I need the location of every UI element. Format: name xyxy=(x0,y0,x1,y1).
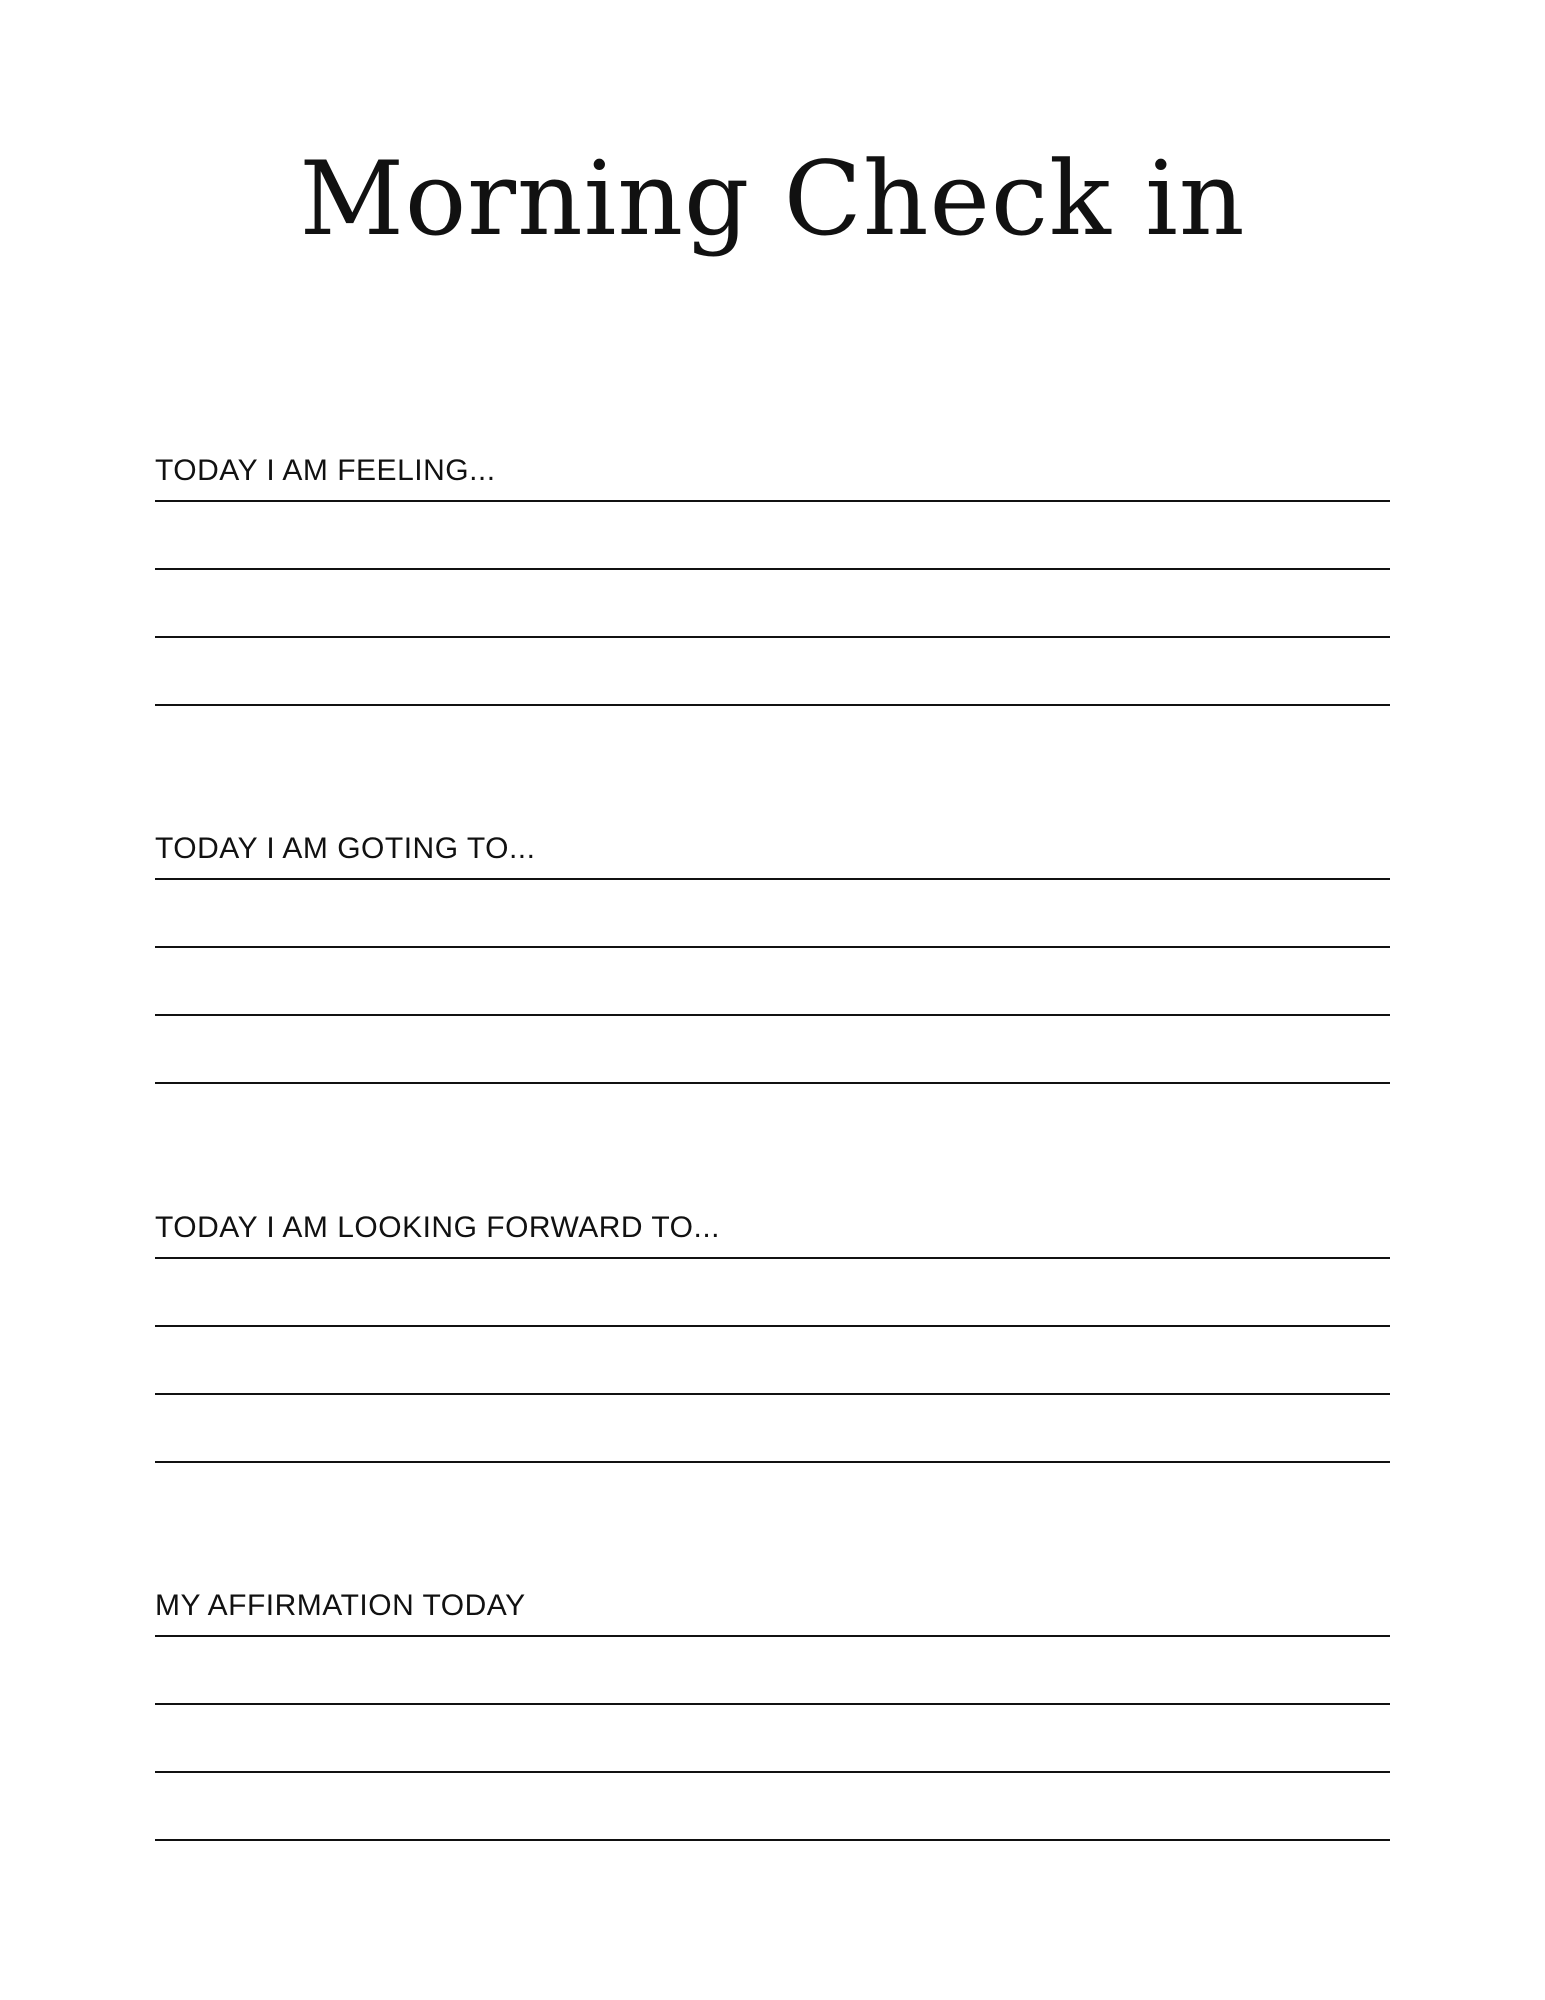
writing-line xyxy=(155,500,1390,502)
section-label: MY AFFIRMATION TODAY xyxy=(155,1589,526,1622)
writing-line xyxy=(155,568,1390,570)
section-label: TODAY I AM GOTING TO... xyxy=(155,832,536,865)
writing-line xyxy=(155,1839,1390,1841)
writing-line xyxy=(155,1325,1390,1327)
writing-line xyxy=(155,1771,1390,1773)
page-title: Morning Check in xyxy=(299,140,1246,259)
writing-line xyxy=(155,704,1390,706)
writing-line xyxy=(155,1014,1390,1016)
section-label: TODAY I AM FEELING... xyxy=(155,454,496,487)
writing-line xyxy=(155,1635,1390,1637)
writing-line xyxy=(155,1393,1390,1395)
writing-line xyxy=(155,946,1390,948)
writing-line xyxy=(155,1082,1390,1084)
writing-line xyxy=(155,1461,1390,1463)
writing-line xyxy=(155,1257,1390,1259)
writing-line xyxy=(155,1703,1390,1705)
writing-line xyxy=(155,636,1390,638)
section-label: TODAY I AM LOOKING FORWARD TO... xyxy=(155,1211,720,1244)
writing-line xyxy=(155,878,1390,880)
